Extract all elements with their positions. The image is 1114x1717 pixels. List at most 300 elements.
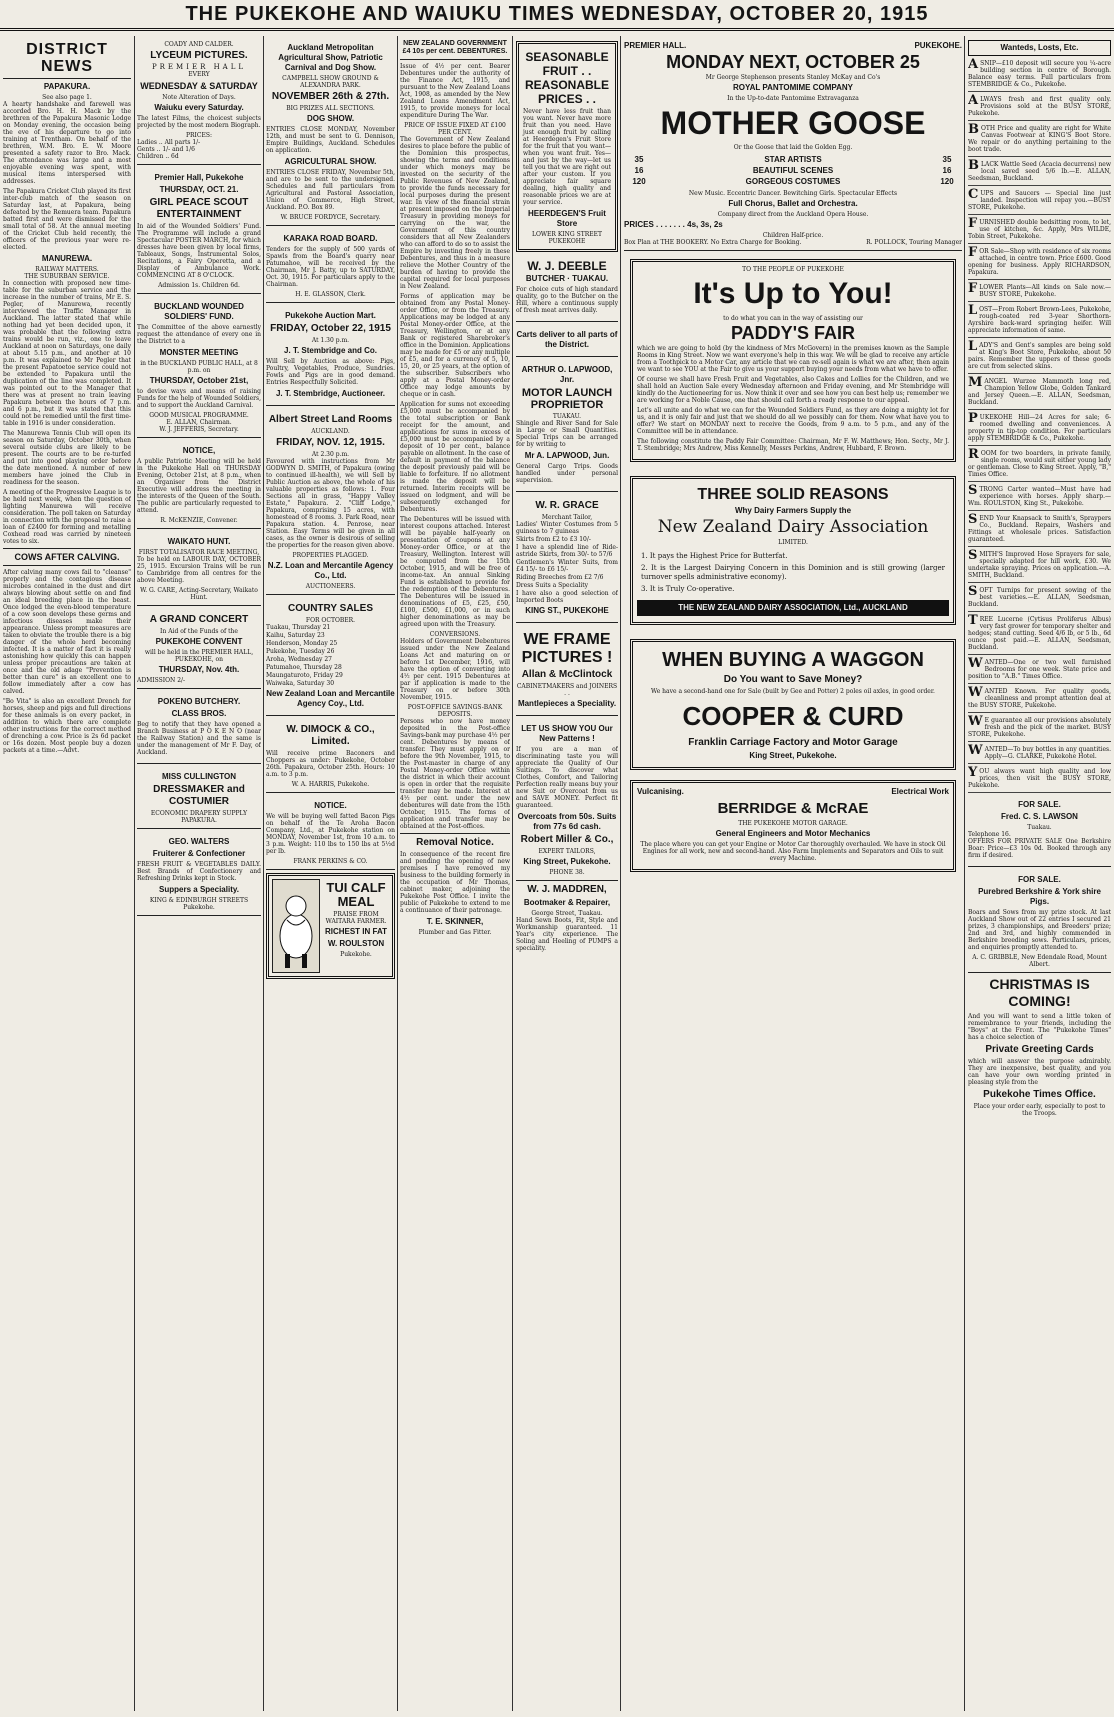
wanted-text: OR Sale—Shop with residence of six rooms attached, in centre town. Price £600. Good opening for business. Apply RICHARDSON, Papakura. — [968, 248, 1111, 276]
buckland-body: The Committee of the above earnestly request the attendance of every one in the District to a — [137, 324, 261, 345]
article-paragraph: The Manurewa Tennis Club will open its season on Saturday, October 30th, when several outside clubs are likely to be present. The courts are to be re-turfed and put into good playing order before the date mentioned. A number of new members have joined the Club in readiness for the season. — [3, 430, 131, 486]
wanted-item — [968, 513, 1111, 547]
deeble-trade: BUTCHER · TUAKAU. — [525, 274, 609, 283]
wanted-text: LOWER Plants—All kinds on Sale now.—BUSY STORE, Pukekohe. — [979, 284, 1111, 298]
patterns-body: If you are a man of discriminating taste you will appreciate the Quality of Our Suitings. To discover what Clothes, Comfort, and Tailoring Perfection really means buy your new Suit or Overcoat from us and SAVE MONEY. Perfect fit guaranteed. — [516, 746, 618, 809]
xmas-body2: which will answer the purpose admirably. They are inexpensive, best quality, and you can have your own wording printed in pleasing style from the — [968, 1058, 1111, 1086]
lyceum-prices-label: PRICES: — [185, 132, 213, 139]
sales-item: Kaihu, Saturday 23 — [266, 632, 325, 639]
lyceum-ad — [137, 38, 261, 165]
allan-title: Allan & McClintock — [521, 669, 613, 680]
buckland-music: GOOD MUSICAL PROGRAMME. — [149, 412, 249, 419]
show-title: Auckland Metropolitan Agricultural Show, Patriotic Carnival and Dog Show. — [278, 43, 383, 72]
wanted-text: OFT Turnips for present sowing of the best varieties.—E. ALLAN, Seedsman, Buckland. — [968, 587, 1111, 608]
cooper-curd-addr: King Street, Pukekohe. — [749, 751, 837, 760]
sales-item: Pukekohe, Tuesday 26 — [266, 648, 335, 655]
wanted-text: OU always want high quality and low prices, then visit the BUSY STORE, Pukekohe. — [968, 768, 1111, 789]
buckland-date: THURSDAY, October 21st, — [149, 376, 249, 385]
wanted-item — [968, 58, 1111, 92]
nzloan-sub: AUCTIONEERS. — [305, 583, 356, 590]
wanted-text: ANGEL Wurzee Mammoth long red, Champion Yellow Globe, Golden Tankard and Jersey Queen.—E. ALLAN, Seedsman, Buckland. — [968, 378, 1111, 406]
fair-to: TO THE PEOPLE OF PUKEKOHE — [742, 266, 844, 273]
dairy-reason: 3. It is Truly Co-operative. — [641, 585, 735, 593]
walters-trade: Fruiterer & Confectioner — [152, 849, 246, 858]
concert-date: THURSDAY, Nov. 4th. — [158, 665, 240, 674]
hunt-sign: W. G. CARE, Acting-Secretary, Waikato Hunt. — [140, 587, 258, 601]
dimock-body: Will receive prime Baconers and Choppers as under: Pukekohe, October 26th. Papakura, October 25th. Hours: 10 a.m. to 3 p.m. — [266, 750, 395, 778]
sales-item: Henderson, Monday 25 — [266, 640, 338, 647]
auction-title: Pukekohe Auction Mart. — [285, 311, 376, 320]
subheading: RAILWAY MATTERS. — [35, 266, 99, 273]
forsale-heading: FOR SALE. — [1018, 800, 1061, 809]
drop-cap: B — [968, 122, 979, 137]
berridge-garage: THE PUKEKOHE MOTOR GARAGE. — [738, 820, 848, 827]
lawson-title: Fred. C. S. LAWSON — [1001, 812, 1078, 821]
notice-body: A public Patriotic Meeting will be held in the Pukekohe Hall on THURSDAY Evening, October 21st, at 8 p.m., when an Organiser from the District Executive will address the meeting in the interests of the Queen of the South. The public are particularly requested to attend. — [137, 458, 261, 514]
sales-item: Aroha, Wednesday 27 — [266, 656, 332, 663]
wanted-item — [968, 340, 1111, 374]
sales-item: Maungaturoto, Friday 29 — [266, 672, 343, 679]
column-debentures — [400, 38, 510, 1709]
concert-title: A GRAND CONCERT — [149, 614, 249, 625]
panto-stat: 16 — [942, 166, 952, 175]
wanted-item — [968, 246, 1111, 280]
panto-children: Children Half-price. — [762, 232, 824, 239]
auction-time: At 1.30 p.m. — [311, 337, 350, 344]
dairy-reason: 2. It is the Largest Dairying Concern in this Dominion and is still growing (larger turnover spells administrative economy). — [641, 564, 945, 581]
fruit-body: Never have less fruit than you want. Never have more fruit than you need. Have just enough fruit by calling at Heerdegen's Fruit Store for the fruit that you want—when you want fruit. Yes—and just by the way—let us tell you that we are right out after your custom. If you appreciate fair square dealing, high quality and reasonable prices we are at your service. — [523, 108, 611, 206]
column-rule — [263, 36, 264, 1711]
carts-text: Carts deliver to all parts of the District. — [516, 330, 618, 349]
conversions-heading: CONVERSIONS. — [429, 631, 481, 638]
grace-item: Ladies' Winter Costumes from 5 guineas to 7 guineas — [516, 521, 618, 535]
panto-box: Box Plan at THE BOOKERY. No Extra Charge for Booking. — [624, 239, 802, 246]
wanted-text: MITH'S Improved Hose Sprayers for sale, specially adapted for hill work, £30. We undertake spraying. Prices on application.—A. SMITH, Buckland. — [968, 551, 1111, 579]
tui-town: Pukekohe. — [340, 951, 372, 958]
drop-cap: L — [968, 339, 978, 354]
nzloan2-title: New Zealand Loan and Mercantile Agency Coy., Ltd. — [266, 689, 395, 708]
dairy-assoc: New Zealand Dairy Association — [657, 517, 929, 537]
panto-stat: 35 — [942, 155, 952, 164]
bacon-notice — [266, 796, 395, 870]
sales-list — [266, 624, 395, 687]
nzloan-title: N.Z. Loan and Mercantile Agency Co., Ltd. — [267, 561, 394, 580]
grace-item: Dress Suits a Speciality — [516, 582, 589, 589]
drop-cap: M — [968, 375, 983, 390]
albert-ad — [266, 409, 395, 595]
wanted-text: REE Lucerne (Cytisus Proliferus Albus) very fast grower for temporary shelter and hedges; stand cutting. Seed 4/6 lb, or 5 lb., 6d ounce post paid.—E. ALLAN, Seedsman, Buckland. — [968, 616, 1111, 651]
maddren-addr: George Street, Tuakau. — [531, 910, 603, 917]
walters-title: GEO. WALTERS — [168, 837, 230, 846]
grace-title: W. R. GRACE — [535, 500, 599, 511]
fair-title: PADDY'S FAIR — [731, 323, 855, 343]
wanted-item — [968, 304, 1111, 338]
column-rule — [134, 36, 135, 1711]
panto-stat: 16 — [634, 166, 644, 175]
panto-hall: PREMIER HALL. — [624, 41, 687, 50]
pigs-title: Purebred Berkshire & York shire Pigs. — [978, 887, 1101, 906]
pokeno-title: POKENO BUTCHERY. — [157, 697, 241, 706]
panto-stat: GORGEOUS COSTUMES — [745, 177, 841, 186]
miller-ad — [516, 719, 618, 881]
hunt-body: To be held on LABOUR DAY, OCTOBER 25, 1915. Excursion Trains will be run to Cambridge from all centres for the above Meeting. — [137, 556, 261, 584]
drop-cap: W — [968, 656, 983, 671]
launch-body: Shingle and River Sand for Sale in Large or Small Quantities. Special Trips can be arranged for by writing to — [516, 420, 618, 448]
waggon-question: Do You want to Save Money? — [723, 674, 863, 685]
fruit-addr: LOWER KING STREET PUKEKOHE — [531, 231, 603, 245]
see-also-note: See also page 1. — [42, 94, 92, 101]
debentures-paragraph: Issue of 4½ per cent. Bearer Debentures under the authority of the Finance Act, 1915, and pursuant to the New Zealand Loans Act, 1908, as amended by the New Zealand Loans Amendment Act, 1915, to provide moneys for local expenditure During The War. — [400, 63, 510, 119]
scout-date: THURSDAY, OCT. 21. — [159, 185, 239, 194]
drop-cap: S — [968, 548, 978, 563]
lyceum-days: WEDNESDAY & SATURDAY — [140, 81, 258, 91]
panto-stats — [624, 154, 962, 187]
fair-head: It's Up to You! — [693, 277, 893, 310]
buckland-where: in the BUCKLAND PUBLIC HALL, at 8 p.m. on — [140, 360, 258, 374]
drop-cap: S — [968, 584, 978, 599]
removal-title: Removal Notice. — [416, 837, 494, 848]
wanted-text: OOM for two boarders, in private family, single rooms, would suit either young lady or gentleman. Close to King Street. Apply, "B," Times Office. — [968, 450, 1111, 478]
wanted-item — [968, 766, 1111, 793]
buckland-sign: E. ALLAN, Chairman. — [166, 419, 232, 426]
column-tradesmen — [516, 38, 618, 1709]
calf-icon — [273, 880, 319, 972]
wanted-text: ANTED—One or two well furnished Bedrooms for one week. State price and position to "A.B." Times Office. — [968, 659, 1111, 680]
debentures-price: PRICE OF ISSUE FIXED AT £100 PER CENT. — [404, 122, 506, 136]
hunt-ad — [137, 532, 261, 606]
fruit-ad — [516, 41, 618, 252]
patterns-title: LET US SHOW YOU Our New Patterns ! — [521, 724, 613, 743]
wanted-text: OST—From Robert Brown-Lees, Pukekohe, rough-coated red 3-year Shorthorn-Ayrshire back-ward springing heifer. Will appreciate information of same. — [968, 306, 1111, 334]
auction-sign: J. T. Stembridge, Auctioneer. — [275, 389, 386, 398]
auction-ad — [266, 306, 395, 406]
maddren-body: Hand Sewn Boots, Fit, Style and Workmanship guaranteed. 11 Year's city experience. The Soling and Heeling of PUMPS a speciality. — [516, 917, 618, 952]
wanted-item — [968, 614, 1111, 655]
berridge-sub: General Engineers and Motor Mechanics — [715, 829, 871, 838]
wanteds-title: Wanteds, Losts, Etc. — [968, 40, 1111, 56]
drop-cap: Y — [968, 765, 978, 780]
drop-cap: W — [968, 685, 983, 700]
wanted-item — [968, 549, 1111, 583]
district-news-heading: DISTRICT NEWS — [26, 41, 108, 75]
panto-stat: 120 — [632, 177, 646, 186]
scout-hall: Premier Hall, Pukekohe — [154, 173, 244, 182]
wanted-text: TRONG Carter wanted—Must have had experience with horses. Apply sharp.—Wm. ROULSTON, King St., Pukekohe. — [968, 486, 1111, 507]
drop-cap: S — [968, 483, 978, 498]
cows-heading: COWS AFTER CALVING. — [14, 552, 120, 562]
drop-cap: F — [968, 245, 978, 260]
drop-cap: P — [968, 411, 978, 426]
fair-intro: to do what you can in the way of assisting our — [723, 315, 863, 322]
patriotic-notice — [137, 441, 261, 529]
metro-show-ad — [266, 38, 395, 226]
sales-title: COUNTRY SALES — [287, 603, 373, 614]
buckland-body2: to devise ways and means of raising Funds for the help of Wounded Soldiers, and to support the Auckland Carnival. — [137, 388, 261, 409]
fair-committee: The following constitute the Paddy Fair Committee: Chairman, Mr F. W. Matthews; Hon. Secty., Mr J. T. Stembridge; Mrs Andrew, Miss Kennelly, Messrs Perkins, Andrew, Hubbard, F. Brown. — [637, 438, 949, 452]
scout-title: GIRL PEACE SCOUT ENTERTAINMENT — [149, 197, 249, 220]
drop-cap: S — [968, 512, 978, 527]
wanted-item — [968, 94, 1111, 121]
wanted-item — [968, 686, 1111, 713]
grace-list — [516, 521, 618, 604]
drop-cap: F — [968, 281, 978, 296]
fruit-title: SEASONABLE FRUIT . . REASONABLE PRICES . . — [524, 50, 609, 106]
concert-who: PUKEKOHE CONVENT — [155, 637, 243, 646]
manurewa-heading: MANUREWA. — [41, 254, 93, 263]
wanted-text: URNISHED double bedsitting room, to let, use of kitchen, &c. Apply, Mrs WILDE, Tobin Street, Pukekohe. — [968, 219, 1111, 240]
tui-praise: PRAISE FROM WAITARA FARMER. — [325, 911, 387, 925]
panto-manager: R. POLLOCK, Touring Manager — [866, 239, 962, 246]
column-display-ads — [624, 38, 962, 1709]
wanted-text: ANTED—To buy bottles in any quantities. Apply—G. CLARKE, Pukekohe Hotel. — [984, 746, 1111, 760]
albert-date: FRIDAY, NOV. 12, 1915. — [276, 437, 385, 448]
xmas-title: CHRISTMAS IS COMING! — [989, 976, 1090, 1009]
lawson-town: Tuakau. — [1027, 824, 1052, 831]
xmas-cards: Private Greeting Cards — [985, 1044, 1094, 1055]
wanted-item — [968, 744, 1111, 764]
bacon-notice-body: We will be buying well fatted Bacon Pigs on behalf of the Te Aroha Bacon Company, Ltd., at Pukekohe station on MONDAY, November 1st, from 10 a.m. to 3 p.m. Weight: 110 lbs to 150 lbs at 5½d per lb. — [266, 813, 395, 855]
dairy-foot: THE NEW ZEALAND DAIRY ASSOCIATION, Ltd., AUCKLAND — [637, 600, 949, 616]
drop-cap: T — [968, 613, 978, 628]
drop-cap: L — [968, 303, 978, 318]
walters-addr: KING & EDINBURGH STREETS Pukekohe. — [149, 897, 249, 911]
debentures-paragraph: Application for sums not exceeding £5,000 must be accompanied by the total subscription or Bank receipt for the amount, and applications for sums in excess of £5,000 must be accompanied by a deposit of 10 per cent., balance payable on allotment. In the case of default in payment of the balance the deposit previously paid will be liable to forfeiture. If no allotment is made the deposit will be returned. Interim receipts will be issued on lodgment, and will be subsequently exchanged for Debentures. — [400, 401, 510, 513]
buckland-event: MONSTER MEETING — [159, 348, 239, 357]
allan-mantle: Mantlepieces a Speciality. — [517, 699, 617, 708]
removal-trade: Plumber and Gas Fitter. — [418, 929, 492, 936]
lyceum-desc: The latest Films, the choicest subjects projected by the most modern Biograph. — [137, 115, 261, 129]
maddren-title: W. J. MADDREN, — [527, 884, 607, 895]
article-paragraph: A meeting of the Progressive League is to be held next week, when the question of lighting Manurewa will receive consideration. The poll taken on Saturday in connection with the proposal to raise a loan of £2400 for forming and metalling Coxhead road was carried by nineteen votes to six. — [3, 489, 131, 545]
grace-item: Riding Breeches from £2 7/6 — [516, 574, 604, 581]
cullington-ad — [137, 767, 261, 829]
dairy-ad — [630, 476, 956, 625]
removal-sign: T. E. SKINNER, — [426, 917, 484, 926]
subheading: THE SUBURBAN SERVICE. — [24, 273, 110, 280]
debentures-paragraph: Holders of Government Debentures issued under the New Zealand Loans Act and maturing on or before 1st December, 1916, will have the option of converting into 4½ per cent. 1915 Debentures at par if application is made to the Treasury on or before 30th November, 1915. — [400, 638, 510, 701]
article-paragraph: "Bo Vita" is also an excellent Drench for horses, sheep and pigs and full directions for these animals is on every packet, in addition to which there are complete other instructions for the correct method of drenching a cow. Price is 2s 6d packet or 16s dozen. Most people buy a dozen packets at a time.—Advt. — [3, 698, 131, 754]
allan-trade: CABINETMAKERS and JOINERS . . — [516, 683, 618, 697]
grace-item: I have also a good selection of Imported Boots — [516, 590, 618, 604]
cullington-trade: DRESSMAKER and COSTUMIER — [153, 784, 245, 807]
price-row: Gents .. 1/- and 1/6 — [137, 146, 195, 153]
panto-show: MOTHER GOOSE — [660, 105, 926, 141]
price-row: Ladies .. All parts 1/- — [137, 139, 201, 146]
maddren-trade: Bootmaker & Repairer, — [523, 898, 611, 907]
drop-cap: W — [968, 743, 983, 758]
scout-admission: Admission 1s. Children 6d. — [158, 282, 240, 289]
cooper-curd-title: COOPER & CURD — [682, 701, 904, 731]
launch-title: MOTOR LAUNCH PROPRIETOR — [521, 387, 613, 411]
bacon-notice-title: NOTICE. — [314, 801, 347, 810]
scout-ad — [137, 168, 261, 294]
albert-time: At 2.30 p.m. — [311, 451, 350, 458]
overcoats: Overcoats from 50s. Suits from 77s 6d cash. — [517, 812, 617, 831]
agri-body: ENTRIES CLOSE FRIDAY, November 5th, and are to be sent to the undersigned. Schedules and full particulars from Agricultural and Pastoral Association, Union of Commerce, High Street, Auckland. P.O. Box 89. — [266, 169, 395, 211]
hunt-title: WAIKATO HUNT. — [167, 537, 231, 546]
dairy-reason: 1. It pays the Highest Price for Butterfat. — [641, 552, 788, 560]
debentures-title: NEW ZEALAND GOVERNMENT £4 10s per cent. DEBENTURES. — [402, 40, 508, 55]
column-rule — [397, 36, 398, 1711]
wanted-item — [968, 188, 1111, 215]
panto-stat: BEAUTIFUL SCENES — [752, 166, 834, 175]
tui-ad — [266, 873, 395, 979]
tui-brand: TUI CALF MEAL — [326, 880, 386, 909]
panto-date: MONDAY NEXT, OCTOBER 25 — [666, 52, 920, 72]
panto-subtitle: Or the Goose that laid the Golden Egg. — [733, 144, 853, 151]
wanted-item — [968, 217, 1111, 244]
lawson-offers: OFFERS FOR PRIVATE SALE One Berkshire Boar: Price—£3 10s 0d. Booked through any firm if desired. — [968, 838, 1111, 859]
wanted-text: UKEKOHE Hill—24 Acres for sale; 6-roomed dwelling and conveniences. A property in tip-top condition. For particulars apply STEMBRIDGE & Co., Pukekohe. — [968, 414, 1111, 442]
show-prizes: BIG PRIZES ALL SECTIONS. — [286, 105, 375, 112]
sales-item: Waiwaka, Saturday 30 — [266, 680, 335, 687]
berridge-right: Electrical Work — [891, 787, 949, 796]
carts-note — [516, 325, 618, 357]
wanted-item — [968, 123, 1111, 157]
dimock-sign: W. A. HARRIS, Pukekohe. — [291, 781, 370, 788]
lyceum-title: LYCEUM PICTURES. — [150, 50, 248, 61]
cullington-sub: ECONOMIC DRAPERY SUPPLY PAPAKURA. — [150, 810, 248, 824]
grace-ad — [516, 495, 618, 623]
forsale-heading: FOR SALE. — [1018, 875, 1061, 884]
lawson-ad — [968, 795, 1111, 867]
lyceum-hall: PREMIER HALL — [151, 63, 247, 71]
wanted-item — [968, 715, 1111, 742]
launch-carrier: General Cargo Trips. Goods handled under personal supervision. — [516, 463, 618, 484]
concert-where: will be held in the PREMIER HALL, PUKEKOHE, on — [144, 649, 254, 663]
calf-illustration — [272, 879, 320, 973]
article-paragraph: In connection with proposed new time-table for the suburban service and the increase in the number of trains, Mr E. S. Pegler, of Manurewa, recently interviewed the Traffic Manager in Auckland. The latter stated that while nothing had yet been decided upon, it was probable that the following extra trains would be run, viz., one to leave Auckland at noon on Saturdays, one daily at about 5.15 p.m., and another at 10 p.m. It was explained to Mr Pegler that the present Papatoetoe service could not be extended to Papakura until the duplication of the line was completed. It was pointed out to the Manager that there was at present no train leaving Papakura between the hours of 7 p.m. and 6 p.m., but it was stated that this could not be remedied until the first time-table in 1916 is under consideration. — [3, 280, 131, 427]
panto-stat: 120 — [940, 177, 954, 186]
drop-cap: W — [968, 714, 983, 729]
pigs-sign: A. C. GRIBBLE, New Edendale Road, Mount Albert. — [972, 954, 1107, 968]
karaka-body: Tenders for the supply of 500 yards of Spawls from the Board's quarry near Patumahoe, will be received by the Chairman, Mr J. Batty, up to SATURDAY, Oct. 30, 1915. For particulars apply to the Chairman. — [266, 246, 395, 288]
panto-features: New Music. Eccentric Dancer. Bewitching Girls. Spectacular Effects — [688, 190, 898, 197]
deeble-ad — [516, 255, 618, 322]
pokeno-ad — [137, 692, 261, 764]
sales-for: FOR OCTOBER. — [305, 617, 356, 624]
wanted-item — [968, 484, 1111, 511]
column-rule — [964, 36, 965, 1711]
agri-title: AGRICULTURAL SHOW. — [284, 157, 377, 166]
grace-trade: Merchant Tailor, — [541, 514, 593, 521]
dimock-title: W. DIMOCK & CO., Limited. — [286, 724, 375, 747]
pokeno-body: Beg to notify that they have opened a Branch Business at P O K E N O (near the Railway Station) and the same is under the management of Mr F. Day, of Auckland. — [137, 721, 261, 756]
buckland-ad — [137, 297, 261, 438]
wanted-item — [968, 448, 1111, 482]
miller-phone: PHONE 38. — [549, 869, 585, 876]
column-entertainments — [137, 38, 261, 1709]
grace-item: I have a splendid line of Ride-astride Skirts, from 30/- to 57/6 — [516, 544, 618, 558]
pantomime-ad — [624, 38, 962, 251]
albert-body: Favoured with instructions from Mr GODWYN D. SMITH, of Papakura (owing to continued ill-health), we will Sell by Public Auction as above, the whole of his valuable properties as follows: 1. Four Sections all in grass, "Happy Valley Estate," Papakura. 2. "Cliff Lodge," Papakura, comprising 15 acres, with homestead of 8 rooms. 3. Park Road, near Papakura station. 4. Penrose, near Station. Easy Terms will be given in all cases, as the owner is desirous of selling the properties for the reason given above. — [266, 458, 395, 549]
berridge-title: BERRIDGE & McRAE — [717, 800, 869, 817]
fair-body: which we are going to hold (by the kindness of Mrs McGovern) in the premises known as the Sample Rooms in King Street. Now we want everyone's help in this way. We will be glad to receive any article from a Toothpick to a Motor Car, any article that we can re-sell again is what we are after, then again we want to see YOU at the Fair to give us your support buying your needs from what we have to offer. — [637, 345, 949, 373]
wanted-text: LACK Wattle Seed (Acacia decurrens) new local saved seed 5/6 lb.—E. ALLAN, Seedsman, Buckland. — [968, 161, 1111, 182]
article-paragraph: A hearty handshake and farewell was accorded Bro. H. H. Mack by the brethren of the Papakura Masonic Lodge on Monday evening, the occasion being the eve of his departure to go into training at Trentham. On behalf of the brethren, W.M. Bro. E. W. Moore presented a safety razor to Bro. Mack. The attendance was large and a most enjoyable evening was spent, with musical items interspersed with addresses. — [3, 101, 131, 185]
karaka-ad — [266, 229, 395, 303]
launch-ad — [516, 360, 618, 492]
lyceum-every: EVERY — [188, 71, 210, 78]
deeble-title: W. J. DEEBLE — [527, 259, 607, 273]
wanted-item — [968, 159, 1111, 186]
albert-flag: PROPERTIES PLAGGED. — [292, 552, 369, 559]
lyceum-note: Note Alteration of Days. — [162, 94, 236, 101]
cooper-curd-sub: Franklin Carriage Factory and Motor Garage — [688, 737, 898, 748]
panto-chorus: Full Chorus, Ballet and Orchestra. — [728, 199, 858, 208]
wanted-item — [968, 282, 1111, 302]
drop-cap: R — [968, 447, 979, 462]
show-where: CAMPBELL SHOW GROUND & ALEXANDRA PARK. — [282, 75, 379, 89]
column-rule — [620, 36, 621, 1711]
xmas-body: And you will want to send a little token of remembrance to your friends, including the "Boys" at the Front. The "Pukekohe Times" has a choice selection of — [968, 1013, 1111, 1041]
sales-item: Patumahoe, Thursday 28 — [266, 664, 342, 671]
wanted-item — [968, 585, 1111, 612]
panto-stat: STAR ARTISTS — [764, 155, 822, 164]
panto-extravaganza: In the Up-to-date Pantomime Extravaganza — [727, 95, 859, 102]
panto-prices: PRICES . . . . . . . 4s, 3s, 2s — [624, 220, 723, 229]
cullington-title: MISS CULLINGTON — [161, 772, 237, 781]
masthead: THE PUKEKOHE AND WAIUKU TIMES WEDNESDAY, OCTOBER 20, 1915 — [0, 0, 1114, 31]
waggon-body: We have a second-hand one for Sale (built by Gee and Potter) 2 poles oil axles, in good order. — [651, 688, 935, 695]
savings-heading: POST-OFFICE SAVINGS-BANK DEPOSITS. — [407, 704, 503, 718]
drop-cap: B — [968, 158, 979, 173]
tui-agent: W. ROULSTON — [327, 939, 385, 948]
debentures-paragraph: The Government of New Zealand desires to place before the public of the Dominion this prospectus, showing the terms and conditions under which moneys may be invested on the security of the Public Revenues of New Zealand, to provide the funds necessary for local purposes during the present war. In view of the financial strain at present imposed on the Imperial Treasury in providing moneys for carrying on the war, the Government of this country considers that all New Zealanders who can afford to do so to assist the Empire by investing freely in these Debentures, and thus in a measure relieve the Mother Country of the burden of having to provide the capital required for local purposes in New Zealand. — [400, 136, 510, 290]
wanteds-list — [968, 58, 1111, 793]
miller-addr: King Street, Pukekohe. — [523, 857, 611, 866]
grace-item: Skirts from £2 to £3 10/- — [516, 536, 591, 543]
fruit-store: HEERDEGEN'S Fruit Store — [528, 209, 606, 228]
hunt-sub: FIRST TOTALISATOR RACE MEETING, — [138, 549, 260, 556]
notice-title: NOTICE, — [182, 446, 216, 455]
walters-body: FRESH FRUIT & VEGETABLES DAILY. Best Brands of Confectionery and Refreshing Drinks kept in Stock. — [137, 861, 261, 882]
column-shows-sales — [266, 38, 395, 1709]
dairy-reasons — [641, 552, 945, 594]
grace-item: Gentlemen's Winter Suits, from £4 15/- to £6 15/- — [516, 559, 618, 573]
column-wanteds — [968, 38, 1111, 1709]
drop-cap: C — [968, 187, 979, 202]
grace-addr: KING ST., PUKEKOHE — [525, 606, 609, 615]
notice-sign: R. McKENZIE, Convener. — [160, 517, 238, 524]
wanted-text: SNIP—£10 deposit will secure you ¼-acre building section in centre of Borough. Balance easy terms. Full particulars from STEMBRIDGE & Co., Pukekohe. — [968, 60, 1111, 88]
lapwood-jun: Mr A. LAPWOOD, Jun. — [524, 451, 610, 460]
launch-town: TUAKAU. — [552, 413, 582, 420]
panto-stat: 35 — [634, 155, 644, 164]
maddren-ad — [516, 884, 618, 952]
wanted-text: ANTED Known. For quality goods, cleanliness and prompt attention deal at the BUSY STORE, Pukekohe. — [968, 688, 1111, 709]
panto-town: PUKEKOHE. — [914, 41, 962, 50]
sales-item: Tuakau, Thursday 21 — [266, 624, 331, 631]
scout-body: In aid of the Wounded Soldiers' Fund. The Programme will include a grand Spectacular POSTER MARCH, for which dresses have been given by local firms, Tableaux, Songs, Instrumental Solos, Recitations, a Fairy Operetta, and a Display of Ambulance Work. COMMENCING AT 8 O'CLOCK. — [137, 223, 261, 279]
pigs-body: Boars and Sows from my prize stock. At last Auckland Show out of 22 entries I secured 21 prizes, 3 championships, and Breeders' prize; 2nd and 3rd, and highly commended in Berkshire breeding sows. Particulars, prices, and enquiries promptly attended to. — [968, 909, 1111, 951]
karaka-sign: H. E. GLASSON, Clerk. — [295, 291, 366, 298]
lyceum-waiuku: Waiuku every Saturday. — [154, 103, 244, 112]
wanted-text: UPS and Saucers — Special line just landed. Inspection will repay you.—BUSY STORE, Pukekohe. — [968, 190, 1111, 211]
dog-title: DOG SHOW. — [306, 114, 355, 123]
dairy-head: THREE SOLID REASONS — [697, 486, 889, 503]
wanted-text: END Your Knapsack to Smith's, Spraypers Co., Buckland. Repairs, Washers and Fittings at wholesale prices. Satisfaction guaranteed. — [968, 515, 1111, 543]
miller-trade: EXPERT TAILORS, — [538, 848, 596, 855]
fair-body: Let's all unite and do what we can for the Wounded Soldiers Fund, as they are doing a mighty lot for us, and it is only fair and just that we should do all we possibly can for them. Now what have you to offer? We start on MONDAY next to receive the Goods, from 9 a.m. to 5 p.m., and any of the Committee will be in attendance. — [637, 407, 949, 435]
agri-sign: W. BRUCE FORDYCE, Secretary. — [280, 214, 381, 221]
walters-teas: Suppers a Speciality. — [159, 885, 239, 894]
column-district-news — [3, 38, 131, 1709]
auction-firm: J. T. Stembridge and Co. — [284, 346, 377, 355]
fair-body: Of course we shall have Fresh Fruit and Vegetables, also Cakes and Lollies for the Children, and we shall hold an Auction Sale every Wednesday afternoon and Friday evening, and Mr Stembridge will kindly do the Auctioneering for us. Now think it over and see how you can best help us; remember we are working for a Noble Cause, one that should call forth a ready response to our appeal. — [637, 376, 949, 404]
frame-title: WE FRAME PICTURES ! — [521, 631, 613, 666]
wanted-text: ADY'S and Gent's samples are being sold at King's Boot Store, Pukekohe, about 50 pairs. Remember the uppers of these goods are cut from selected skins. — [968, 342, 1111, 370]
